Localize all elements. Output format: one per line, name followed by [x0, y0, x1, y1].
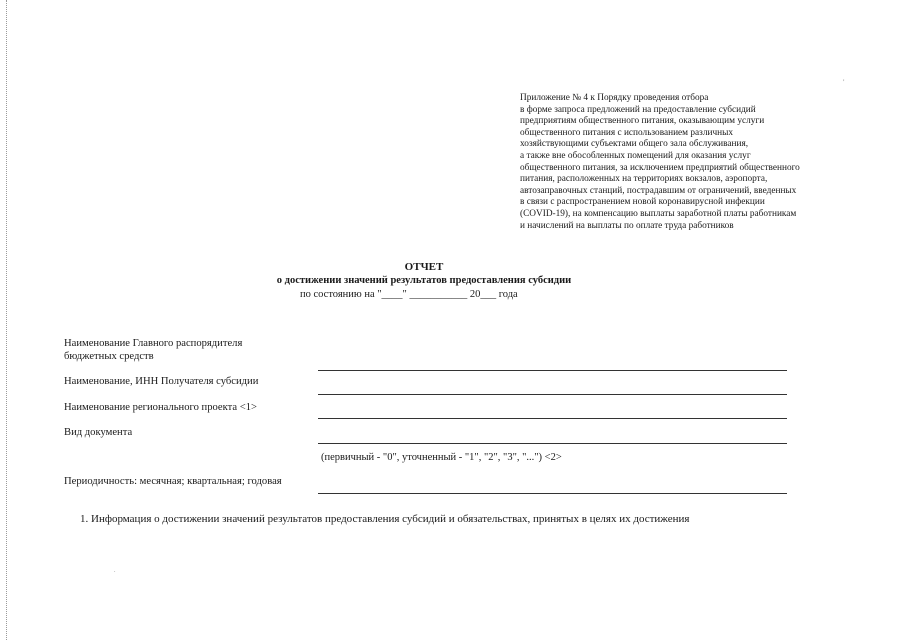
doc-type-hint: (первичный - "0", уточненный - "1", "2", "3", "...") <2> [321, 452, 562, 463]
scan-speck: . [114, 568, 116, 574]
report-title: ОТЧЕТ [404, 261, 444, 273]
appendix-line: хозяйствующими субъектами общего зала обслуживания, [520, 139, 749, 150]
appendix-line: предприятиям общественного питания, оказывающим услуги [520, 116, 765, 127]
appendix-line: общественного питания, за исключением предприятий общественного [520, 162, 800, 173]
periodicity-label: Периодичность: месячная; квартальная; годовая [64, 476, 282, 487]
periodicity-field-line [318, 493, 787, 494]
appendix-note [520, 93, 860, 232]
main-manager-label-line1: Наименование Главного распорядителя [64, 338, 243, 349]
appendix-line: автозаправочных станций, пострадавшим от ограничений, введенных [520, 185, 797, 196]
main-manager-field-line [318, 370, 787, 371]
report-date: по состоянию на "____" ___________ 20___ года [300, 289, 518, 300]
appendix-line: а также вне обособленных помещений для оказания услуг [520, 150, 751, 161]
appendix-line: в связи с распространением новой коронавирусной инфекции [520, 197, 765, 208]
recipient-field-line [318, 394, 787, 395]
doc-type-field-line [318, 443, 787, 444]
appendix-line: Приложение № 4 к Порядку проведения отбора [520, 93, 709, 103]
scan-edge [6, 0, 7, 640]
recipient-label: Наименование, ИНН Получателя субсидии [64, 376, 259, 387]
appendix-line: и начислений на выплаты по оплате труда работников [520, 220, 734, 231]
project-label: Наименование регионального проекта <1> [64, 402, 257, 413]
main-manager-label-line2: бюджетных средств [64, 351, 154, 362]
project-field-line [318, 418, 787, 419]
report-subtitle: о достижении значений результатов предоставления субсидии [276, 275, 572, 286]
doc-type-label: Вид документа [64, 427, 133, 438]
appendix-line: общественного питания с использованием различных [520, 127, 733, 138]
section-heading: 1. Информация о достижении значений результатов предоставления субсидий и обязательствах, принятых в целях их достижения [80, 513, 690, 525]
appendix-line: питания, расположенных на территориях вокзалов, аэропорта, [520, 174, 768, 185]
appendix-line: в форме запроса предложений на предоставление субсидий [520, 104, 756, 115]
main-manager-label [64, 337, 242, 363]
appendix-line: (COVID-19), на компенсацию выплаты заработной платы работникам [520, 208, 797, 219]
scan-speck: , [843, 76, 845, 82]
